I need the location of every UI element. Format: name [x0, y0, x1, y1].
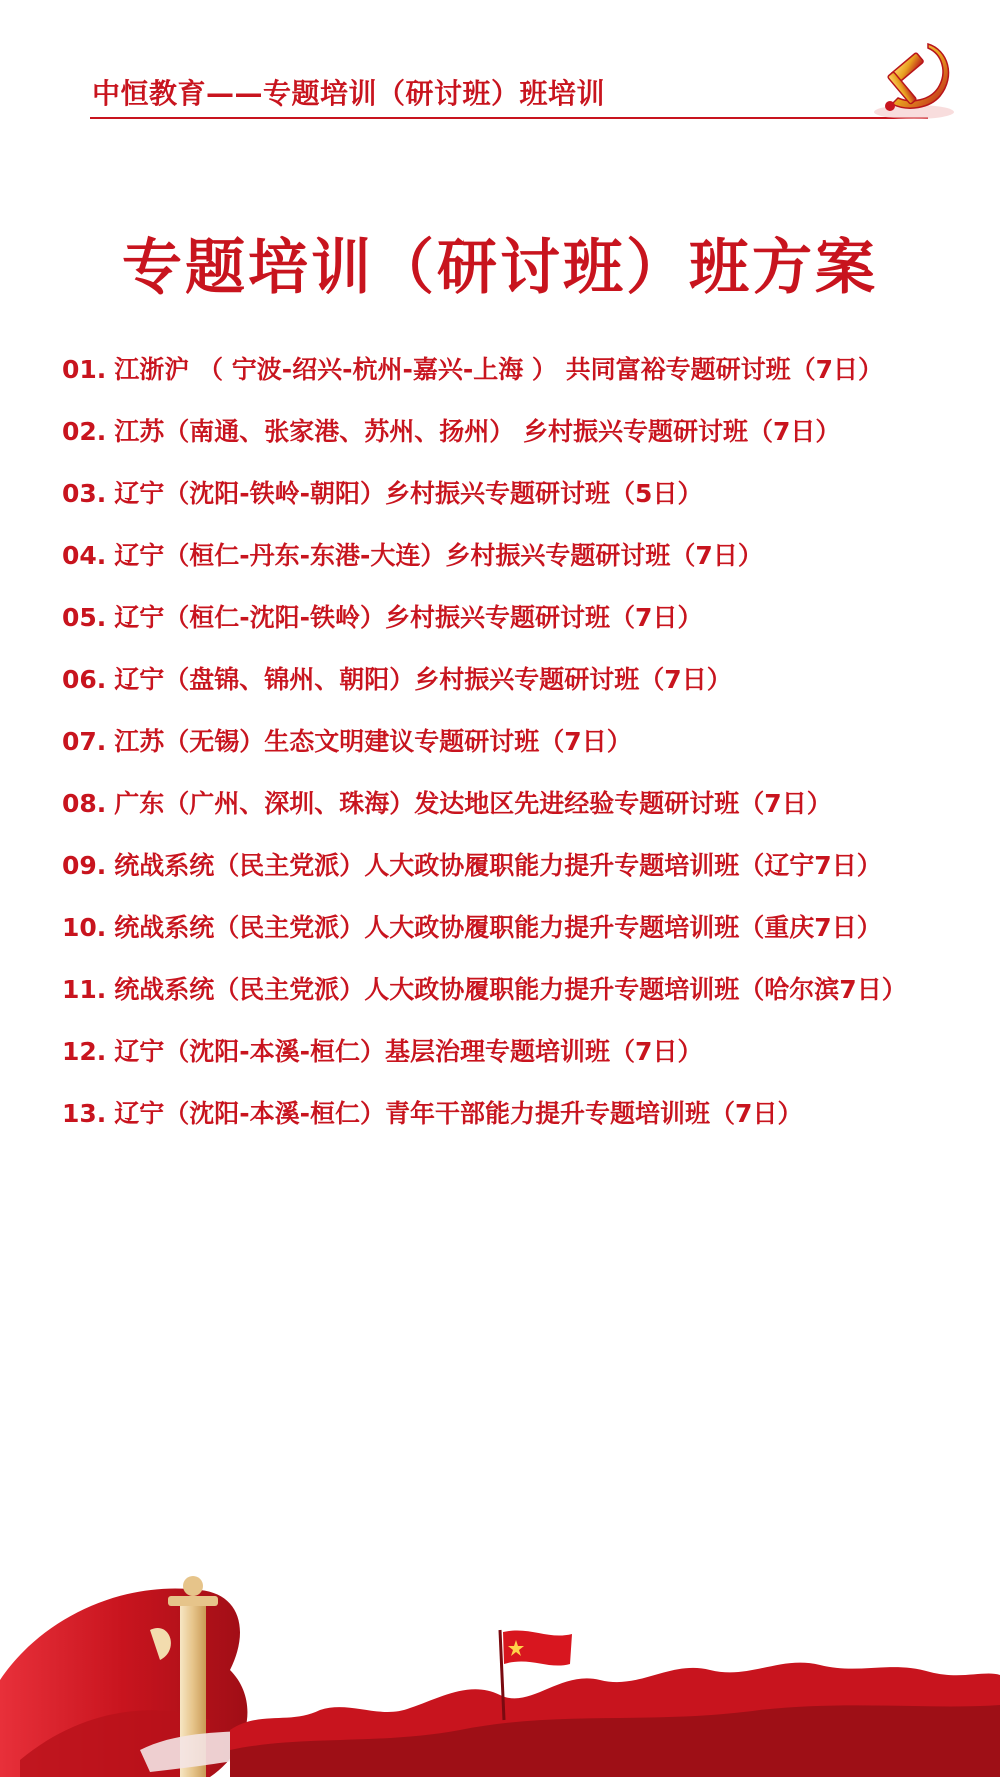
training-plan-list	[62, 350, 962, 1156]
item-text: 统战系统（民主党派）人大政协履职能力提升专题培训班（辽宁7日）	[114, 851, 882, 880]
list-item	[62, 1032, 962, 1094]
item-text: 辽宁（沈阳-本溪-桓仁）青年干部能力提升专题培训班（7日）	[114, 1099, 803, 1128]
item-number: 06.	[62, 665, 107, 694]
item-text: 辽宁（桓仁-丹东-东港-大连）乡村振兴专题研讨班（7日）	[114, 541, 763, 570]
list-item	[62, 846, 962, 908]
list-item	[62, 970, 962, 1032]
header-divider	[90, 117, 928, 119]
list-item	[62, 660, 962, 722]
item-text: 江苏（南通、张家港、苏州、扬州） 乡村振兴专题研讨班（7日）	[114, 417, 841, 446]
list-item	[62, 412, 962, 474]
list-item	[62, 598, 962, 660]
item-text: 统战系统（民主党派）人大政协履职能力提升专题培训班（哈尔滨7日）	[114, 975, 907, 1004]
hammer-and-sickle-icon	[868, 36, 960, 122]
item-number: 01.	[62, 355, 107, 384]
item-number: 03.	[62, 479, 107, 508]
list-item	[62, 784, 962, 846]
item-number: 04.	[62, 541, 107, 570]
footer-decoration	[0, 1560, 1000, 1777]
item-text: 统战系统（民主党派）人大政协履职能力提升专题培训班（重庆7日）	[114, 913, 882, 942]
item-number: 07.	[62, 727, 107, 756]
document-title: 专题培训（研讨班）班方案	[122, 233, 878, 303]
item-text: 辽宁（沈阳-本溪-桓仁）基层治理专题培训班（7日）	[114, 1037, 703, 1066]
item-text: 辽宁（沈阳-铁岭-朝阳）乡村振兴专题研讨班（5日）	[114, 479, 703, 508]
item-number: 10.	[62, 913, 107, 942]
item-number: 13.	[62, 1099, 107, 1128]
item-number: 11.	[62, 975, 107, 1004]
list-item	[62, 722, 962, 784]
item-text: 江苏（无锡）生态文明建议专题研讨班（7日）	[114, 727, 632, 756]
item-number: 05.	[62, 603, 107, 632]
item-number: 12.	[62, 1037, 107, 1066]
header-title: 中恒教育——专题培训（研讨班）班培训	[92, 77, 606, 110]
item-number: 02.	[62, 417, 107, 446]
list-item	[62, 908, 962, 970]
list-item	[62, 536, 962, 598]
item-text: 辽宁（盘锦、锦州、朝阳）乡村振兴专题研讨班（7日）	[114, 665, 732, 694]
list-item	[62, 474, 962, 536]
list-item	[62, 1094, 962, 1156]
item-number: 09.	[62, 851, 107, 880]
item-text: 辽宁（桓仁-沈阳-铁岭）乡村振兴专题研讨班（7日）	[114, 603, 703, 632]
item-text: 江浙沪 （ 宁波-绍兴-杭州-嘉兴-上海 ） 共同富裕专题研讨班（7日）	[114, 355, 884, 384]
list-item	[62, 350, 962, 412]
item-text: 广东（广州、深圳、珠海）发达地区先进经验专题研讨班（7日）	[114, 789, 832, 818]
item-number: 08.	[62, 789, 107, 818]
page-header	[90, 60, 930, 122]
